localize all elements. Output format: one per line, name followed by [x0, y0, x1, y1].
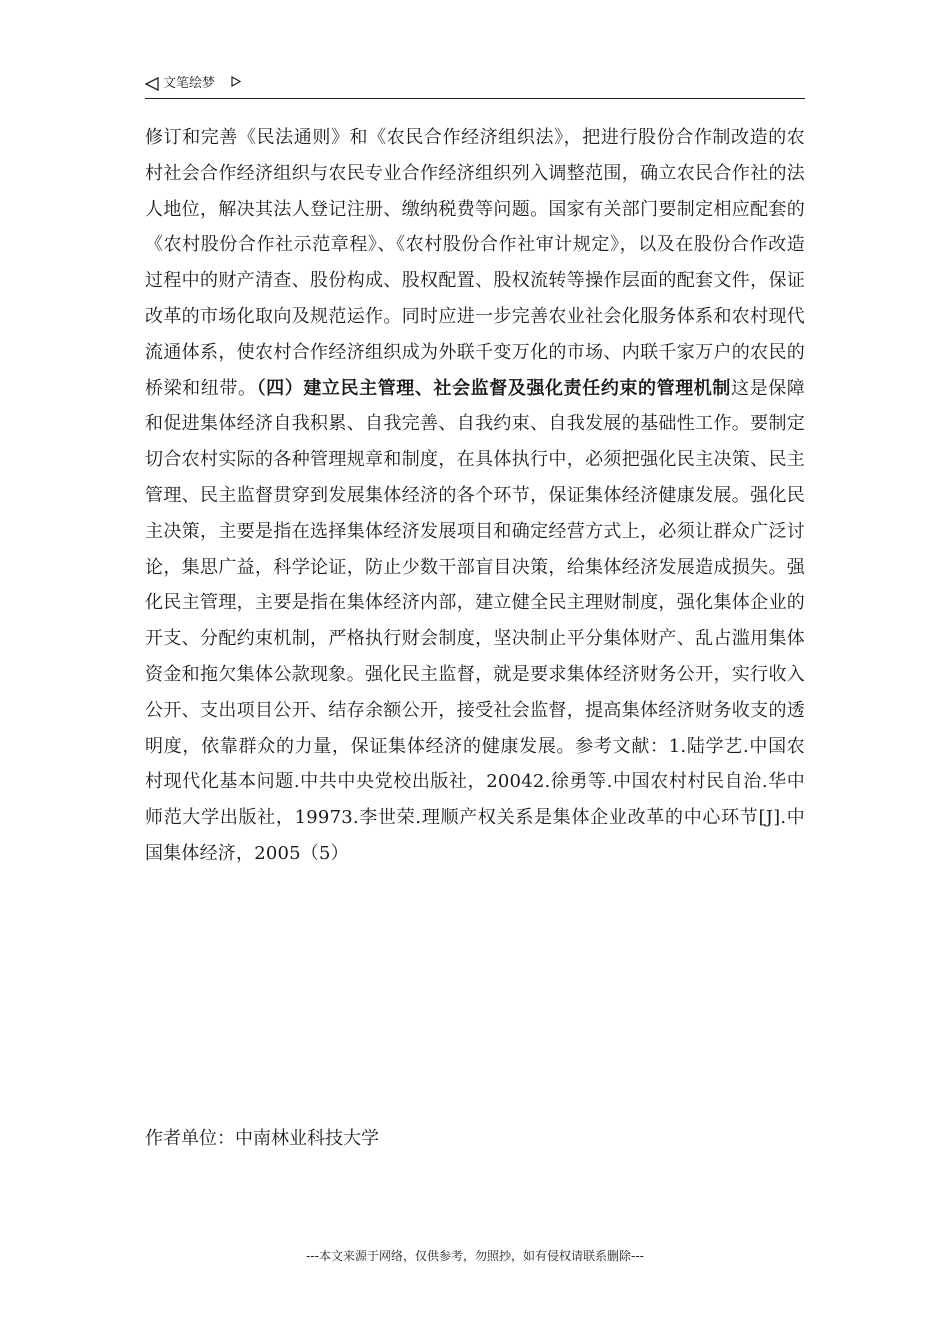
footer-notice: ---本文来源于网络，仅供参考，勿照抄，如有侵权请联系删除--- — [306, 1249, 644, 1263]
header-title: 文笔绘梦 — [163, 76, 216, 91]
triangle-right-icon — [231, 76, 241, 87]
paragraph-lead: 修订和完善《民法通则》和《农民合作经济组织法》，把进行股份合作制改造的农村社会合作经济组织与农民专业合作经济组织列入调整范围，确立农民合作社的法人地位，解决其法人登记注册、缴纳税费等问题。国家有关部门要制定相应配套的《农村股份合作社示范章程》、《农村股份合作社审计规定》，以及在股份合作改造过程中的财产清查、股份构成、股权配置、股权流转等操作层面的配套文件，保证改革的市场化取向及规范运作。同时应进一步完善农业社会化服务体系和农村现代流通体系，使农村合作经济组织成为外联千变万化的市场、内联千家万户的农民的桥梁和纽带。 — [145, 127, 805, 399]
article-body — [145, 120, 805, 872]
paragraph-rest: 这是保障和促进集体经济自我积累、自我完善、自我约束、自我发展的基础性工作。要制定切合农村实际的各种管理规章和制度，在具体执行中，必须把强化民主决策、民主管理、民主监督贯穿到发展集体经济的各个环节，保证集体经济健康发展。强化民主决策，主要是指在选择集体经济发展项目和确定经营方式上，必须让群众广泛讨论，集思广益，科学论证，防止少数干部盲目决策，给集体经济发展造成损失。强化民主管理，主要是指在集体经济内部，建立健全民主理财制度，强化集体企业的开支、分配约束机制，严格执行财会制度，坚决制止平分集体财产、乱占滥用集体资金和拖欠集体公款现象。强化民主监督，就是要求集体经济财务公开，实行收入公开、支出项目公开、结存余额公开，接受社会监督，提高集体经济财务收支的透明度，依靠群众的力量，保证集体经济的健康发展。参考文献：1.陆学艺.中国农村现代化基本问题.中共中央党校出版社，20042.徐勇等.中国农村村民自治.华中师范大学出版社，19973.李世荣.理顺产权关系是集体企业改革的中心环节[J].中国集体经济，2005（5） — [145, 377, 805, 864]
section-heading: （四）建立民主管理、社会监督及强化责任约束的管理机制 — [256, 377, 731, 399]
page-header — [145, 72, 805, 99]
author-unit: 作者单位：中南林业科技大学 — [145, 1128, 379, 1149]
triangle-left-icon — [145, 77, 159, 91]
